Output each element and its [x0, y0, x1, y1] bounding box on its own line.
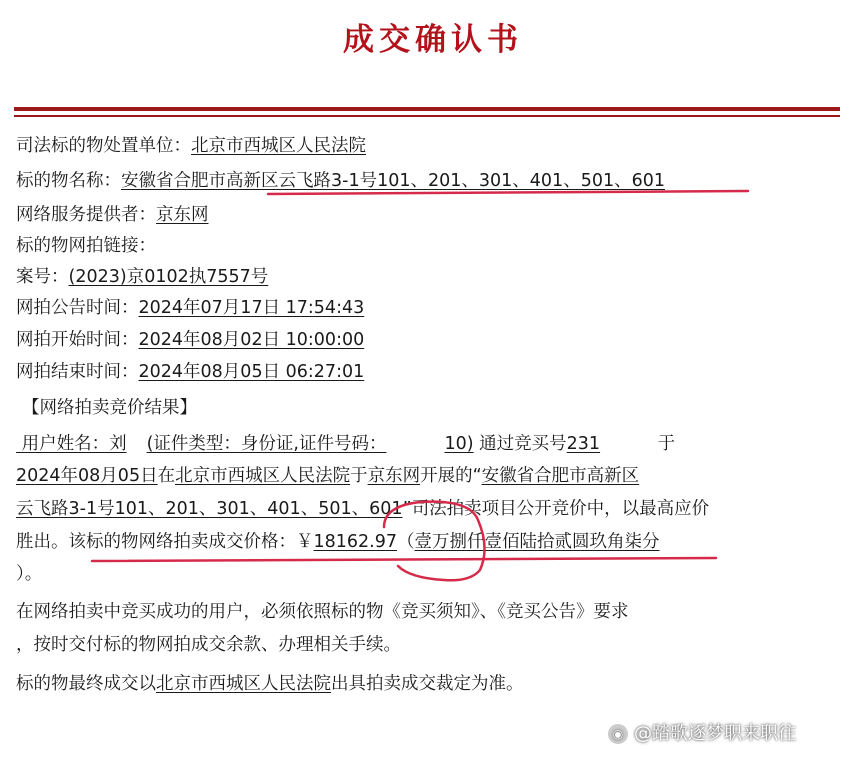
- watermark-text: @踏歌逐梦职来职往: [634, 723, 796, 744]
- watermark-logo-icon: ◉: [608, 724, 628, 744]
- final-price-uppercase: 壹万捌仟壹佰陆拾贰圆玖角柒分: [414, 532, 660, 552]
- start-time-label: 网拍开始时间：: [16, 330, 139, 350]
- item-name-label: 标的物名称：: [16, 171, 121, 191]
- open-paren: （: [397, 532, 415, 552]
- case-number-label: 案号：: [16, 267, 69, 287]
- item-name-value: 安徽省合肥市高新区云飞路3-1号101、201、301、401、501、601: [121, 171, 665, 191]
- final-notice-court: 北京市西城区人民法院: [156, 674, 331, 694]
- result-heading: 【网络拍卖竞价结果】: [22, 398, 197, 418]
- text-at: 在: [157, 466, 176, 486]
- final-notice: 标的物最终成交以北京市西城区人民法院出具拍卖成交裁定为准。: [16, 674, 524, 694]
- end-time-value: 2024年08月05日 06:27:01: [138, 362, 365, 382]
- final-price-value: 18162.97: [313, 532, 398, 552]
- start-time-value: 2024年08月02日 10:00:00: [138, 330, 365, 350]
- bidder-name: 用户姓名：刘 (证件类型：身份证,证件号码： 10): [21, 434, 474, 454]
- auction-address-part1: 安徽省合肥市高新区: [481, 466, 640, 486]
- pen-underline-price: [92, 558, 716, 561]
- document-title: 成交确认书: [343, 22, 523, 58]
- bid-number-value: 231: [566, 434, 601, 454]
- result-row-5: ）。: [16, 564, 43, 584]
- auction-site: 京东网: [367, 466, 421, 486]
- currency-symbol: ￥: [296, 532, 314, 552]
- result-row-3-rest: ”司法拍卖项目公开竞价中，以最高应价: [402, 499, 710, 519]
- pen-circle-price: [384, 502, 485, 581]
- disposal-unit-value: 北京市西城区人民法院: [191, 136, 366, 156]
- text-held: 开展的“: [420, 466, 482, 486]
- end-time-label: 网拍结束时间：: [16, 362, 139, 382]
- auction-link-label: 标的物网拍链接：: [16, 236, 156, 256]
- final-price-label: 胜出。该标的物网络拍卖成交价格：: [16, 532, 296, 552]
- case-number-value: (2023)京0102执7557号: [68, 267, 269, 287]
- service-provider-value: 京东网: [156, 205, 209, 225]
- auction-date: 2024年08月05日: [16, 466, 158, 486]
- pen-underline-address: [268, 191, 748, 194]
- announce-time-label: 网拍公告时间：: [16, 298, 139, 318]
- watermark: [608, 719, 796, 745]
- announce-time-value: 2024年07月17日 17:54:43: [138, 298, 365, 318]
- notice-line-1: 在网络拍卖中竞买成功的用户，必须依照标的物《竞买须知》、《竞买公告》要求: [16, 602, 629, 622]
- service-provider-label: 网络服务提供者：: [16, 205, 156, 225]
- text-at2: 于: [350, 466, 368, 486]
- auction-court: 北京市西城区人民法院: [175, 466, 351, 486]
- bid-number-label: 通过竞买号: [479, 434, 567, 454]
- result-row-1-tail: 于: [657, 434, 676, 454]
- disposal-unit-label: 司法标的物处置单位：: [16, 136, 191, 156]
- notice-line-2: ，按时交付标的物网拍成交余款、办理相关手续。: [16, 635, 401, 655]
- auction-address-part2: 云飞路3-1号101、201、301、401、501、601: [16, 499, 403, 519]
